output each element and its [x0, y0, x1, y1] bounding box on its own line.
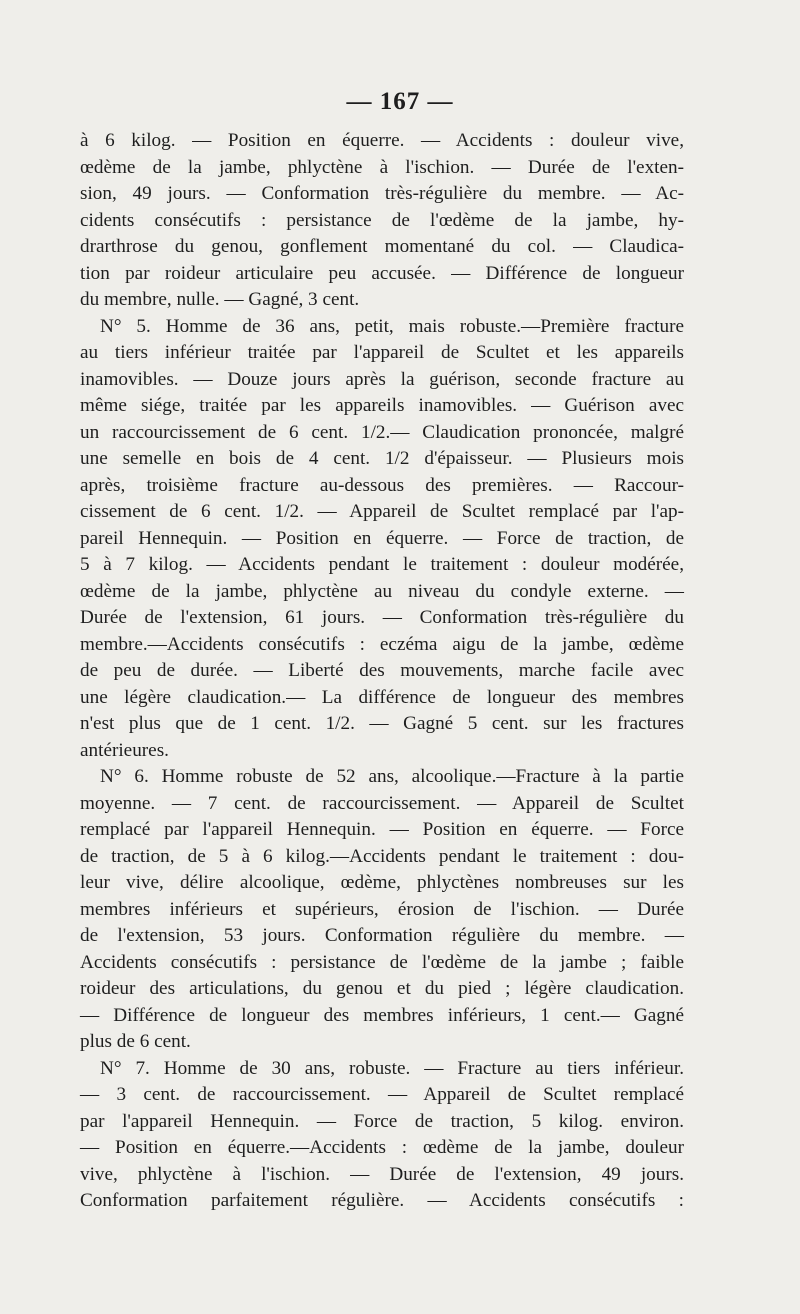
text-line: Durée de l'extension, 61 jours. — Conformation très-régulière du	[80, 607, 684, 628]
text-line: de peu de durée. — Liberté des mouvements, marche facile avec	[80, 660, 684, 681]
text-line: œdème de la jambe, phlyctène à l'ischion. — Durée de l'exten-	[80, 156, 684, 178]
text-line: antérieures.	[80, 739, 169, 761]
text-line: Conformation parfaitement régulière. — Accidents consécutifs :	[80, 1190, 684, 1211]
text-line: roideur des articulations, du genou et du pied ; légère claudication.	[80, 978, 684, 999]
text-line: — 3 cent. de raccourcissement. — Appareil de Scultet remplacé	[80, 1084, 684, 1105]
text-line: cidents consécutifs : persistance de l'œdème de la jambe, hy-	[80, 209, 684, 231]
text-line: 5 à 7 kilog. — Accidents pendant le traitement : douleur modérée,	[80, 554, 684, 575]
text-line: membres inférieurs et supérieurs, érosion de l'ischion. — Durée	[80, 898, 684, 920]
text-line: inamovibles. — Douze jours après la guérison, seconde fracture au	[80, 368, 684, 390]
text-line: tion par roideur articulaire peu accusée. — Différence de longueur	[80, 262, 684, 284]
text-line: même siége, traitée par les appareils inamovibles. — Guérison avec	[80, 395, 684, 416]
text-line: sion, 49 jours. — Conformation très-régulière du membre. — Ac-	[80, 183, 684, 204]
text-line: par l'appareil Hennequin. — Force de traction, 5 kilog. environ.	[80, 1110, 684, 1132]
text-line: — Position en équerre.—Accidents : œdème de la jambe, douleur	[80, 1137, 684, 1158]
text-line: drarthrose du genou, gonflement momentané du col. — Claudica-	[80, 236, 684, 257]
text-line: après, troisième fracture au-dessous des premières. — Raccour-	[80, 474, 684, 496]
text-line: N° 6. Homme robuste de 52 ans, alcoolique.—Fracture à la partie	[100, 766, 684, 787]
text-line: de l'extension, 53 jours. Conformation régulière du membre. —	[80, 925, 684, 946]
text-line: plus de 6 cent.	[80, 1031, 191, 1052]
text-line: — Différence de longueur des membres inférieurs, 1 cent.— Gagné	[80, 1004, 684, 1026]
text-line: n'est plus que de 1 cent. 1/2. — Gagné 5 cent. sur les fractures	[80, 713, 684, 734]
text-line: du membre, nulle. — Gagné, 3 cent.	[80, 289, 360, 310]
text-line: moyenne. — 7 cent. de raccourcissement. — Appareil de Scultet	[80, 792, 684, 814]
page-number: — 167 —	[346, 88, 454, 115]
body-text	[80, 128, 684, 1215]
text-line: membre.—Accidents consécutifs : eczéma aigu de la jambe, œdème	[80, 633, 684, 655]
text-line: leur vive, délire alcoolique, œdème, phlyctènes nombreuses sur les	[80, 872, 684, 893]
text-line: une semelle en bois de 4 cent. 1/2 d'épaisseur. — Plusieurs mois	[80, 448, 684, 469]
text-line: au tiers inférieur traitée par l'appareil de Scultet et les appareils	[80, 342, 684, 363]
text-line: vive, phlyctène à l'ischion. — Durée de l'extension, 49 jours.	[80, 1163, 684, 1185]
text-line: un raccourcissement de 6 cent. 1/2.— Claudication prononcée, malgré	[80, 421, 684, 443]
text-line: N° 5. Homme de 36 ans, petit, mais robuste.—Première fracture	[100, 315, 684, 337]
text-line: cissement de 6 cent. 1/2. — Appareil de Scultet remplacé par l'ap-	[80, 501, 684, 522]
text-line: pareil Hennequin. — Position en équerre. — Force de traction, de	[80, 527, 684, 549]
text-line: œdème de la jambe, phlyctène au niveau du condyle externe. —	[80, 580, 684, 602]
text-line: N° 7. Homme de 30 ans, robuste. — Fracture au tiers inférieur.	[100, 1057, 684, 1079]
text-line: remplacé par l'appareil Hennequin. — Position en équerre. — Force	[80, 819, 684, 840]
text-line: à 6 kilog. — Position en équerre. — Accidents : douleur vive,	[80, 130, 684, 151]
text-line: une légère claudication.— La différence de longueur des membres	[80, 686, 684, 708]
text-line: de traction, de 5 à 6 kilog.—Accidents pendant le traitement : dou-	[80, 845, 684, 867]
text-line: Accidents consécutifs : persistance de l'œdème de la jambe ; faible	[80, 951, 684, 973]
